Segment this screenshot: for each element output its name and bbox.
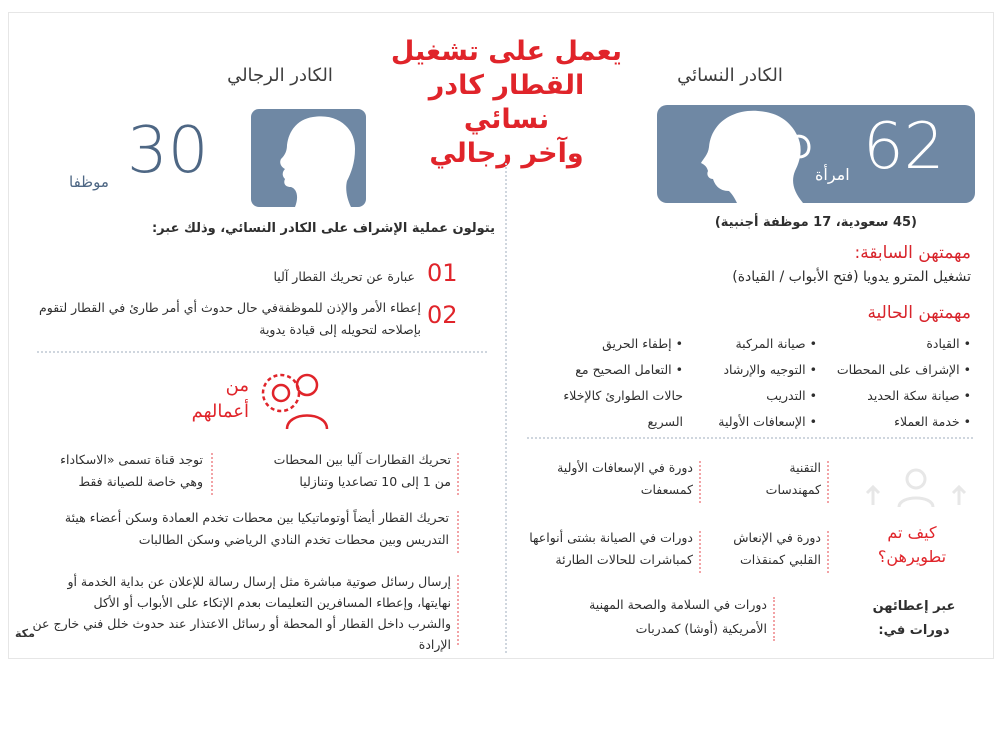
source-credit: مكة xyxy=(15,627,35,640)
center-divider xyxy=(505,163,507,653)
work-item-voice: إرسال رسائل صوتية مباشرة مثل إرسال رسالة للإعلان عن بداية الخدمة أو نهايتها، وإعطاء المسافرين التعليمات بعدم الإتكاء على الأبواب أو الأكل والشرب داخل القطار أو المحطة أو رسائل الاعتذار عند حدوث خلل فني خارج عن الإرادة xyxy=(32,574,451,652)
work-item-scada: توجد قناة تسمى «الاسكاداء وهي خاصة للصيانة فقط xyxy=(60,452,203,489)
infographic-card xyxy=(8,12,994,659)
female-heading: الكادر النسائي xyxy=(677,65,783,86)
male-silhouette-icon xyxy=(251,109,366,207)
step-2-text: إعطاء الأمر والإذن للموظفةفي حال حدوث أي أمر طارئ في القطار لتقوم بإصلاحه لتحويله إلى قيادة يدوية xyxy=(39,300,421,337)
worker-gear-icon xyxy=(257,363,333,433)
dev-item-firstaid: دورة في الإسعافات الأولية كمسعفات xyxy=(557,460,693,497)
development-heading: كيف تم تطويرهن؟ xyxy=(877,523,947,566)
supervise-text: يتولون عملية الإشراف على الكادر النسائي، وذلك عبر: xyxy=(151,221,495,236)
previous-role-heading: مهمتهن السابقة: xyxy=(854,243,971,263)
current-roles-col2: • صيانة المركبة • التوجيه والإرشاد • التدريب • الإسعافات الأولية xyxy=(718,336,817,429)
male-panel xyxy=(251,109,366,207)
development-via: عبر إعطائهن دورات في: xyxy=(872,599,956,638)
previous-role-text: تشغيل المترو يدويا (فتح الأبواب / القيادة) xyxy=(732,269,971,285)
current-roles-col1: • القيادة • الإشراف على المحطات • صيانة سكة الحديد • خدمة العملاء xyxy=(836,336,971,429)
female-breakdown: (45 سعودية، 17 موظفة أجنبية) xyxy=(714,215,917,230)
step-1-text: عبارة عن تحريك القطار آليا xyxy=(273,269,415,284)
female-unit: امرأة xyxy=(815,165,850,184)
male-unit: موظفا xyxy=(69,173,109,191)
current-role-heading: مهمتهن الحالية xyxy=(867,303,971,323)
dev-item-cpr: دورة في الإنعاش القلبي كمنقذات xyxy=(733,530,821,567)
male-heading: الكادر الرجالي xyxy=(227,65,333,86)
works-heading: من أعمالهم xyxy=(191,375,249,422)
left-section-divider xyxy=(37,351,487,353)
dev-item-maintenance: دورات في الصيانة بشتى أنواعها كمباشرات للحالات الطارئة xyxy=(529,530,693,567)
dev-item-osha: دورات في السلامة والصحة المهنية الأمريكية (أوشا) كمدربات xyxy=(589,597,767,636)
male-count: 30 xyxy=(127,114,209,188)
work-item-auto: تحريك القطارات آليا بين المحطات من 1 إلى 10 تصاعديا وتنازليا xyxy=(273,452,451,489)
female-count-panel xyxy=(657,105,975,203)
work-item-automatic: تحريك القطار أيضاً أوتوماتيكيا بين محطات تخدم العمادة وسكن أعضاء هيئة التدريس وبين محطات تخدم النادي الرياضي وسكن الطالبات xyxy=(64,510,449,547)
dev-item-tech: التقنية كمهندسات xyxy=(765,460,821,497)
female-silhouette-icon xyxy=(663,105,813,203)
current-roles-col3: • إطفاء الحريق • التعامل الصحيح مع حالات الطوارئ كالإخلاء السريع xyxy=(563,336,683,429)
main-title: يعمل على تشغيل القطار كادر نسائي وآخر رجالي xyxy=(390,36,623,169)
right-section-divider xyxy=(527,437,973,439)
female-count: 62 xyxy=(863,110,945,184)
step-1-number: 01 xyxy=(427,259,458,287)
step-2-number: 02 xyxy=(427,301,458,329)
